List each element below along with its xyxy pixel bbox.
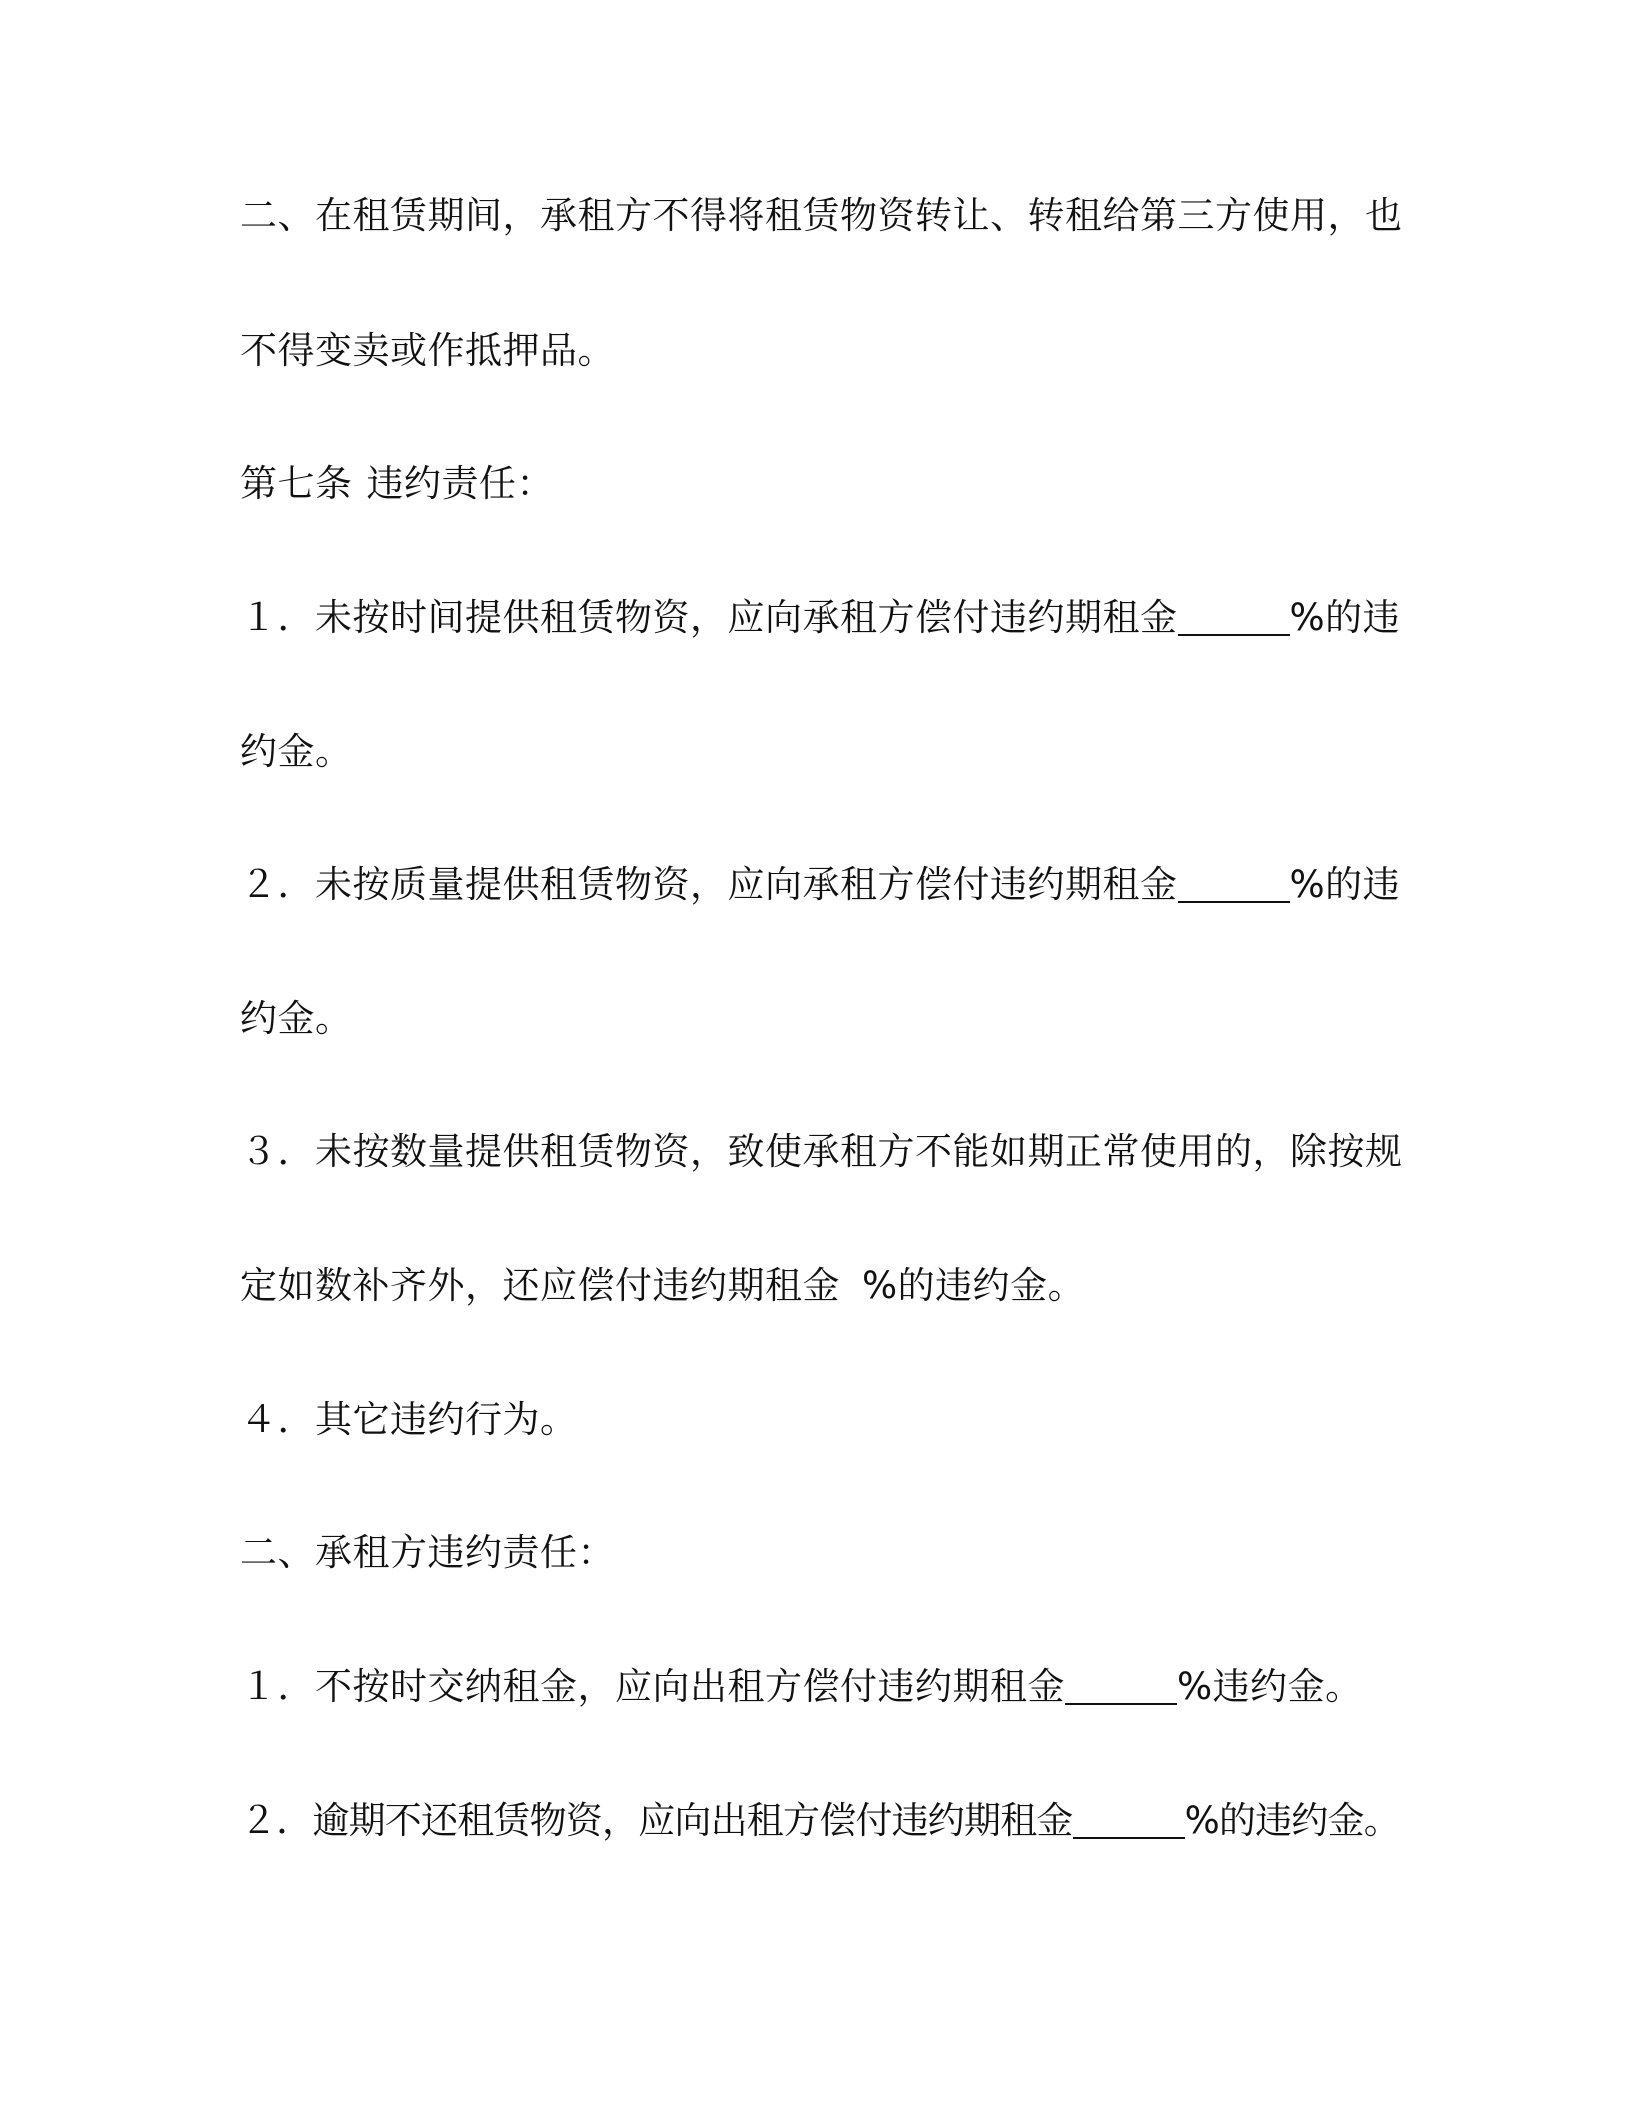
item-text: %的违 xyxy=(1289,596,1401,639)
item-text: 不按时交纳租金，应向出租方偿付违约期租金 xyxy=(315,1665,1065,1708)
article-title: 违约责任： xyxy=(366,462,554,505)
item-text: %违约金。 xyxy=(1177,1665,1363,1708)
fill-blank xyxy=(1178,596,1290,636)
item-number: ４． xyxy=(240,1398,315,1441)
lessee-item-2 xyxy=(240,1795,1400,1847)
item-text: %的违约金。 xyxy=(1184,1799,1400,1842)
item-number: ２． xyxy=(240,863,315,906)
item-text: 约金。 xyxy=(240,997,353,1040)
lessor-item-1 xyxy=(240,592,1400,644)
fill-blank xyxy=(1073,1799,1185,1839)
lessor-item-3-line2 xyxy=(240,1260,1085,1312)
item-text: 其它违约行为。 xyxy=(315,1398,578,1441)
item-number: ３． xyxy=(240,1130,315,1173)
paragraph-text: 二、在租赁期间，承租方不得将租赁物资转让、转租给第三方使用，也 xyxy=(240,194,1403,237)
item-text: %的违约金。 xyxy=(862,1264,1086,1307)
fill-blank xyxy=(1178,863,1290,903)
lessor-item-4 xyxy=(240,1394,578,1446)
fill-blank xyxy=(1065,1665,1177,1705)
paragraph-text: 不得变卖或作抵押品。 xyxy=(240,329,615,372)
article-number: 第七条 xyxy=(240,462,353,505)
item-text: 未按质量提供租赁物资，应向承租方偿付违约期租金 xyxy=(315,863,1178,906)
lessee-heading xyxy=(240,1527,615,1579)
article-7-heading xyxy=(240,458,554,510)
item-number: ２． xyxy=(240,1799,313,1842)
lessor-item-2 xyxy=(240,859,1400,911)
item-text: 未按时间提供租赁物资，应向承租方偿付违约期租金 xyxy=(315,596,1178,639)
lessor-item-2-continuation xyxy=(240,993,353,1045)
lessor-item-1-continuation xyxy=(240,726,353,778)
lessee-item-1 xyxy=(240,1661,1363,1713)
item-text: %的违 xyxy=(1289,863,1401,906)
item-text: 约金。 xyxy=(240,730,353,773)
item-number: １． xyxy=(240,1665,315,1708)
item-text: 定如数补齐外，还应偿付违约期租金 xyxy=(240,1264,840,1307)
item-text: 未按数量提供租赁物资，致使承租方不能如期正常使用的，除按规 xyxy=(315,1130,1403,1173)
item-text: 逾期不还租赁物资，应向出租方偿付违约期租金 xyxy=(312,1799,1073,1842)
paragraph-transfer-line2 xyxy=(240,325,615,377)
section-heading: 二、承租方违约责任： xyxy=(240,1531,615,1574)
lessor-item-3-line1 xyxy=(240,1126,1403,1178)
item-number: １． xyxy=(240,596,315,639)
paragraph-transfer-line1 xyxy=(240,190,1403,242)
